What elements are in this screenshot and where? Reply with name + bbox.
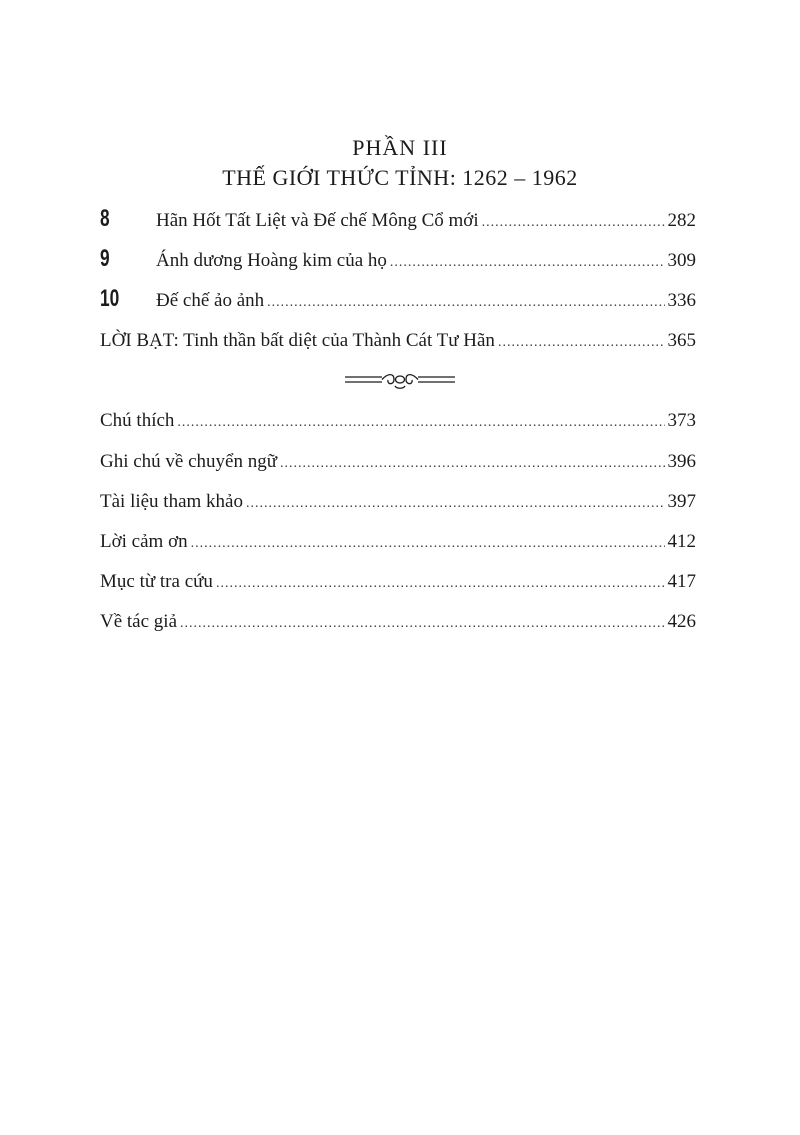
part-label: PHẦN III [352,135,448,160]
toc-backmatter-row[interactable] [100,611,696,633]
dot-leader [191,536,665,552]
dot-leader [390,255,665,271]
entry-title: Ghi chú về chuyển ngữ [100,451,278,472]
toc-chapter-row[interactable] [100,205,696,233]
epilogue-title: LỜI BẠT: Tinh thần bất diệt của Thành Cát Tư Hãn [100,330,495,351]
toc-backmatter-row[interactable] [100,531,696,553]
chapter-number: 10 [100,285,120,312]
page-number: 426 [667,611,696,632]
toc-backmatter-row[interactable] [100,491,696,513]
toc-chapter-row[interactable] [100,245,696,273]
page-number: 396 [667,451,696,472]
page-number: 412 [667,531,696,552]
chapter-title: Hãn Hốt Tất Liệt và Đế chế Mông Cổ mới [156,210,479,231]
dot-leader [177,415,664,431]
dot-leader [482,215,665,231]
toc-epilogue-row[interactable] [100,330,696,352]
page-number: 397 [667,491,696,512]
toc-backmatter-row[interactable] [100,571,696,593]
chapter-number: 9 [100,245,110,272]
chapter-title: Ánh dương Hoàng kim của họ [156,250,387,271]
page-number: 282 [667,210,696,231]
toc-backmatter-row[interactable] [100,451,696,473]
toc-backmatter-row[interactable] [100,410,696,432]
dot-leader [216,576,665,592]
entry-title: Chú thích [100,410,175,431]
page-number: 365 [667,330,696,351]
dot-leader [267,295,664,311]
dot-leader [498,335,665,351]
entry-title: Lời cảm ơn [100,531,188,552]
dot-leader [280,456,664,472]
page-number: 373 [667,410,696,431]
ornamental-divider-icon [340,370,460,390]
entry-title: Về tác giả [100,611,178,632]
page-number: 417 [667,571,696,592]
entry-title: Tài liệu tham khảo [100,491,243,512]
page-number: 309 [667,250,696,271]
entry-title: Mục từ tra cứu [100,571,213,592]
part-title: THẾ GIỚI THỨC TỈNH: 1262 – 1962 [222,165,578,190]
chapter-number: 8 [100,205,110,232]
dot-leader [180,616,664,632]
page-number: 336 [667,290,696,311]
dot-leader [246,496,665,512]
chapter-title: Đế chế ảo ảnh [156,290,265,311]
toc-chapter-row[interactable] [100,285,696,313]
